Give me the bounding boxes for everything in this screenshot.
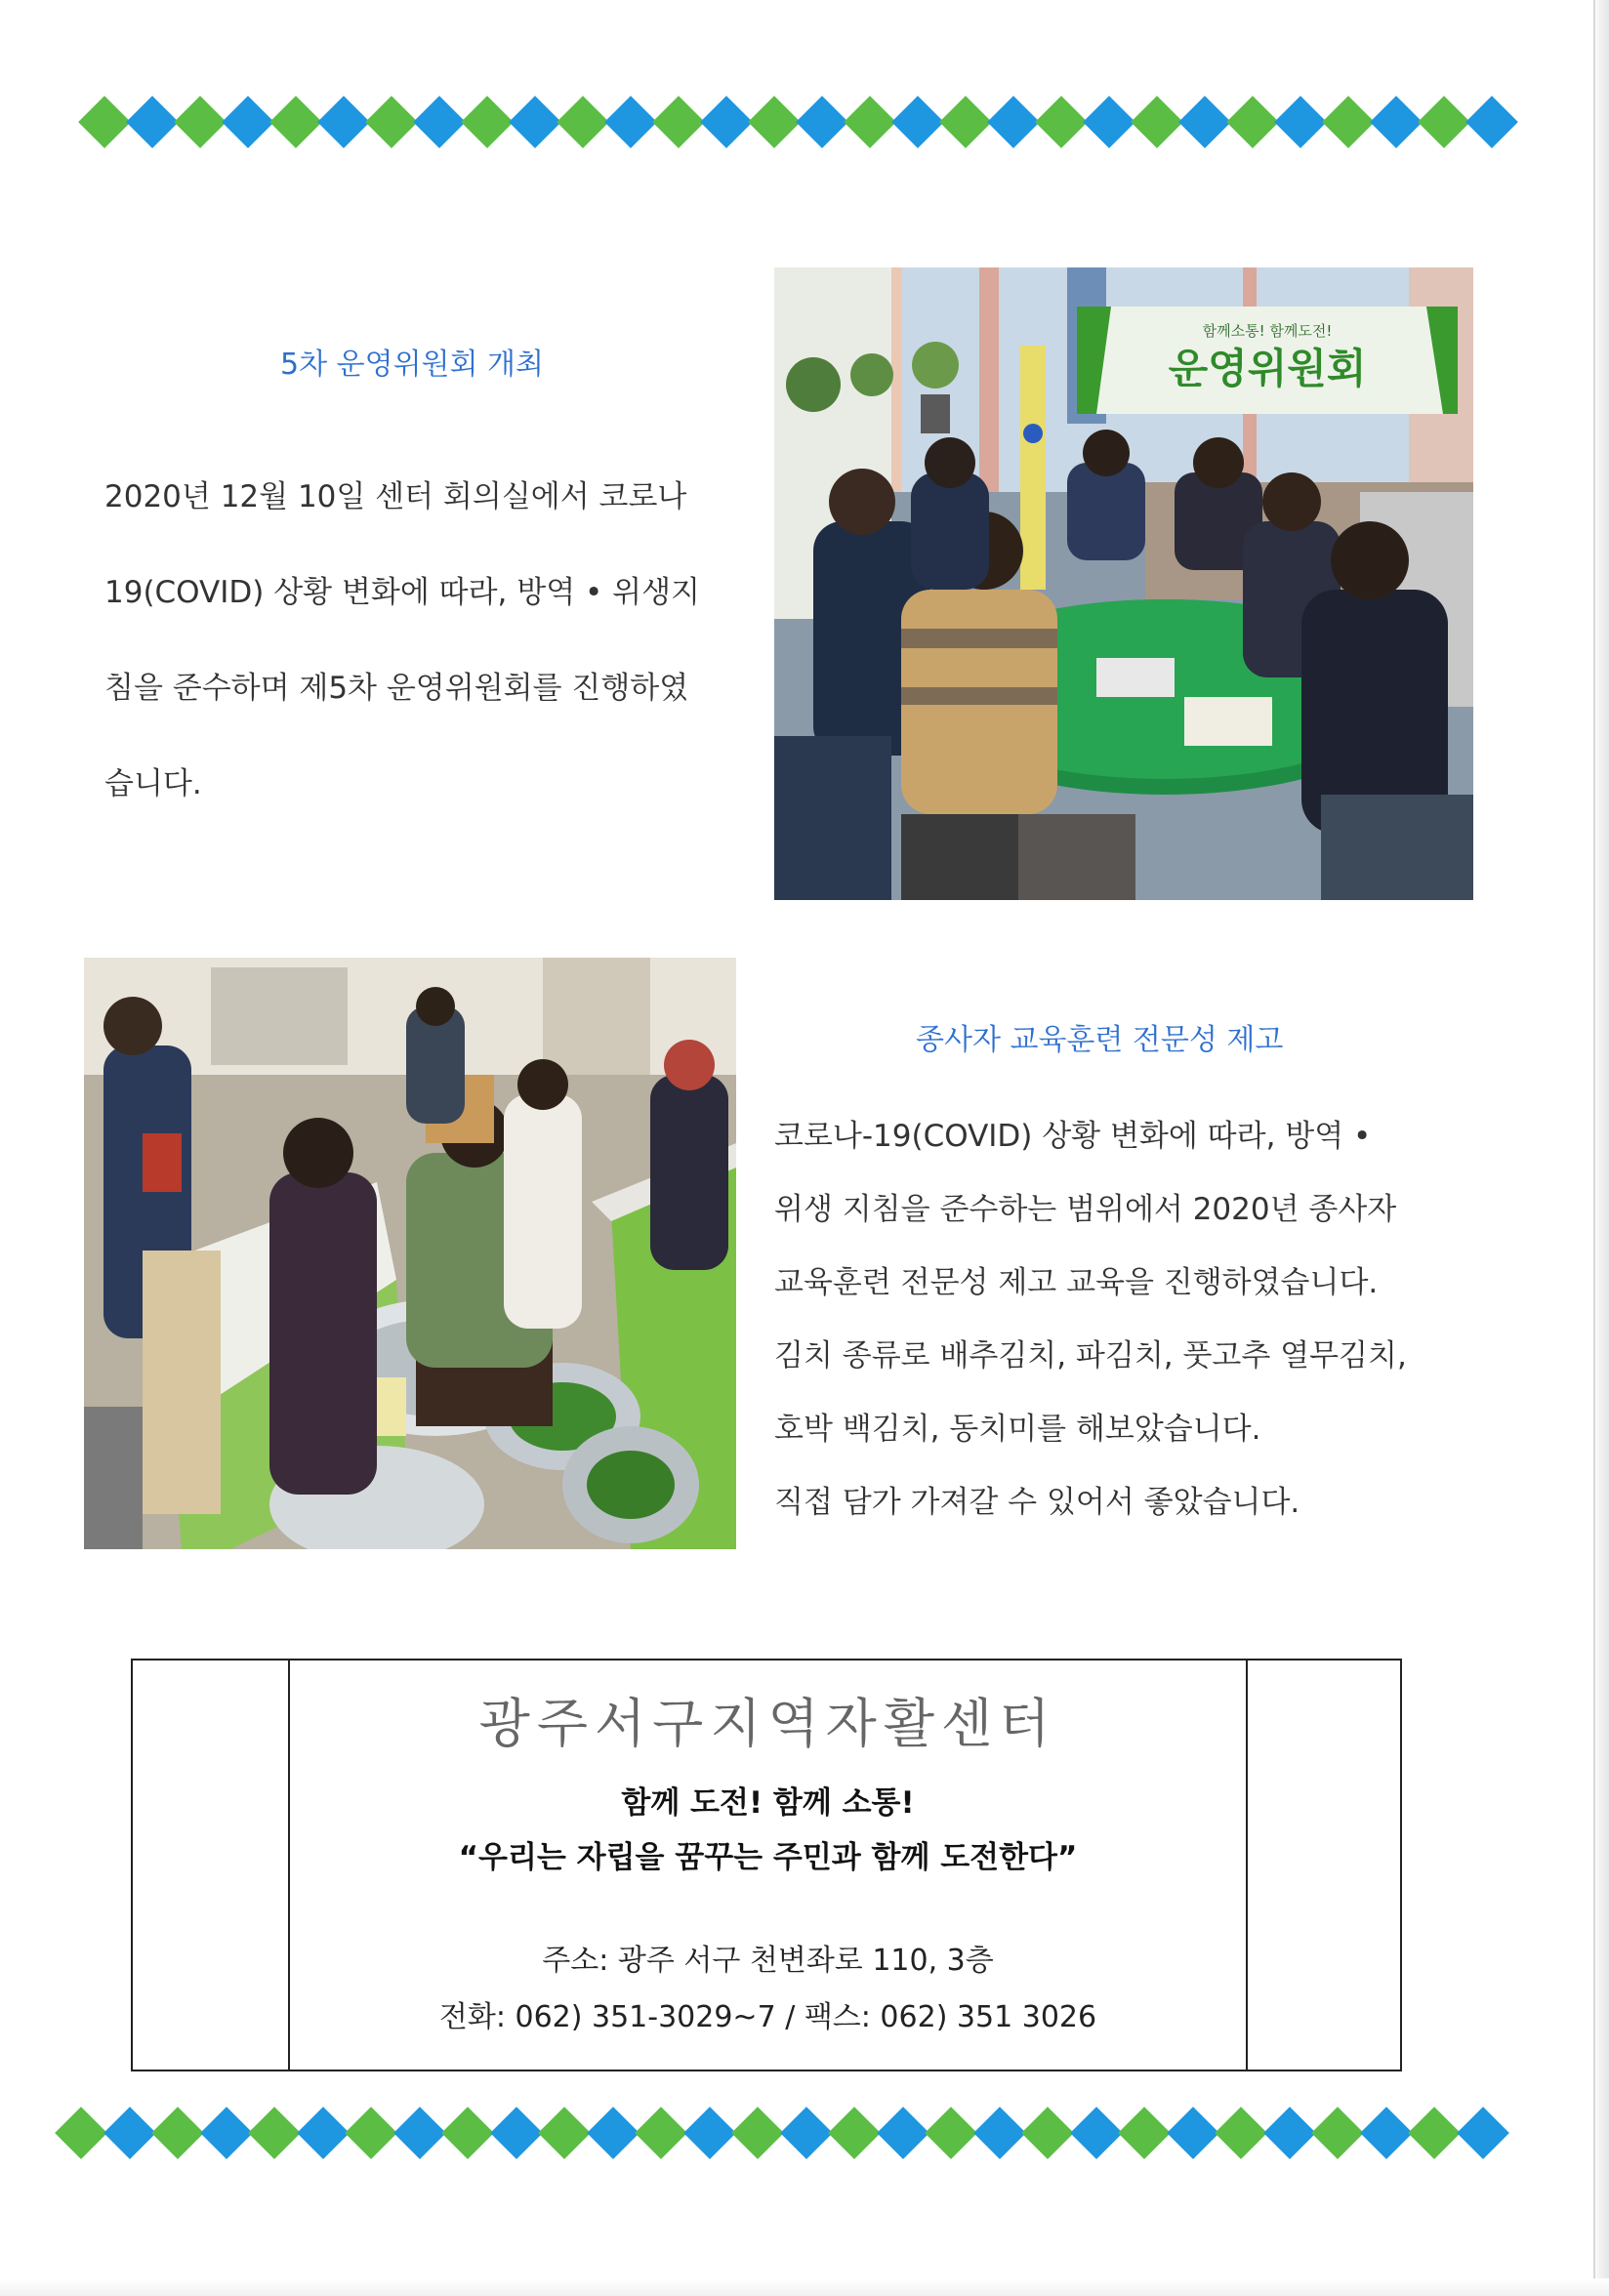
diamond-ornament (345, 2107, 397, 2159)
diamond-ornament (1274, 96, 1327, 148)
training-text-line: 김치 종류로 배추김치, 파김치, 풋고추 열무김치, (774, 1338, 1407, 1374)
diamond-ornament (796, 96, 848, 148)
footer-box (131, 1659, 1402, 2071)
diamond-ornament (780, 2107, 833, 2159)
diamond-ornament (1408, 2107, 1461, 2159)
meeting-paragraph (104, 449, 700, 832)
diamond-ornament (1322, 96, 1375, 148)
diamond-ornament (126, 96, 179, 148)
diamond-ornament (748, 96, 801, 148)
diamond-ornament (604, 96, 657, 148)
diamond-ornament (538, 2107, 591, 2159)
diamond-ornament (987, 96, 1040, 148)
diamond-ornament (490, 2107, 543, 2159)
meeting-text-line: 2020년 12월 10일 센터 회의실에서 코로나 (104, 479, 687, 514)
diamond-ornament (1035, 96, 1088, 148)
diamond-ornament (1178, 96, 1231, 148)
diamond-ornament (844, 96, 896, 148)
diamond-ornament (1370, 96, 1423, 148)
training-text-line: 코로나-19(COVID) 상황 변화에 따라, 방역 • (774, 1119, 1372, 1154)
diamond-ornament (1360, 2107, 1413, 2159)
diamond-ornament (731, 2107, 784, 2159)
diamond-ornament (557, 96, 609, 148)
training-text-line: 직접 담가 가져갈 수 있어서 좋았습니다. (774, 1485, 1300, 1520)
diamond-ornament (1226, 96, 1279, 148)
diamond-ornament (1215, 2107, 1267, 2159)
diamond-ornament (269, 96, 322, 148)
diamond-ornament (200, 2107, 253, 2159)
diamond-ornament (441, 2107, 494, 2159)
diamond-ornament (78, 96, 131, 148)
diamond-ornament (1070, 2107, 1123, 2159)
diamond-ornament (1457, 2107, 1509, 2159)
diamond-ornament (174, 96, 227, 148)
diamond-ornament (1465, 96, 1518, 148)
diamond-ornament (297, 2107, 350, 2159)
diamond-ornament (828, 2107, 881, 2159)
diamond-ornament (151, 2107, 204, 2159)
diamond-ornament (635, 2107, 687, 2159)
banner-small-text: 함께소통! 함께도전! (1202, 322, 1333, 340)
slogan-line-2: “우리는 자립을 꿈꾸는 주민과 함께 도전한다” (458, 1840, 1078, 1875)
diamond-ornament (973, 2107, 1026, 2159)
banner-main-text: 운영위원회 (1168, 345, 1367, 392)
training-paragraph (774, 1100, 1407, 1539)
diamond-ornament (365, 96, 418, 148)
diamond-ornament (939, 96, 992, 148)
top-diamond-border (0, 93, 1609, 151)
diamond-ornament (1418, 96, 1470, 148)
training-heading: 종사자 교육훈련 전문성 제고 (916, 1023, 1284, 1057)
diamond-ornament (461, 96, 514, 148)
slogan-line-1: 함께 도전! 함께 소통! (621, 1785, 915, 1821)
diamond-ornament (1118, 2107, 1171, 2159)
diamond-ornament (317, 96, 370, 148)
page-edge (1593, 0, 1609, 2296)
page-edge-line (1593, 0, 1595, 2296)
diamond-ornament (877, 2107, 929, 2159)
diamond-ornament (393, 2107, 446, 2159)
kimchi-training-photo (84, 958, 736, 1549)
diamond-ornament (1021, 2107, 1074, 2159)
diamond-ornament (587, 2107, 639, 2159)
diamond-ornament (683, 2107, 736, 2159)
diamond-ornament (652, 96, 705, 148)
bottom-diamond-border (0, 2104, 1609, 2162)
org-name: 광주서구지역자활센터 (478, 1693, 1057, 1754)
diamond-ornament (1167, 2107, 1219, 2159)
training-text-line: 위생 지침을 준수하는 범위에서 2020년 종사자 (774, 1192, 1397, 1227)
diamond-ornament (55, 2107, 107, 2159)
diamond-ornament (413, 96, 466, 148)
diamond-ornament (509, 96, 561, 148)
phone-fax-text: 전화: 062) 351-3029~7 / 팩스: 062) 351 3026 (438, 2000, 1097, 2034)
meeting-text-line: 습니다. (104, 766, 202, 801)
diamond-ornament (700, 96, 753, 148)
meeting-heading: 5차 운영위원회 개최 (280, 348, 544, 382)
diamond-ornament (1131, 96, 1183, 148)
diamond-ornament (1263, 2107, 1316, 2159)
training-text-line: 교육훈련 전문성 제고 교육을 진행하였습니다. (774, 1265, 1379, 1300)
diamond-ornament (925, 2107, 977, 2159)
diamond-ornament (248, 2107, 301, 2159)
training-text-line: 호박 백김치, 동치미를 해보았습니다. (774, 1412, 1261, 1447)
diamond-ornament (1083, 96, 1135, 148)
footer-inner-panel (288, 1660, 1248, 2070)
diamond-ornament (222, 96, 274, 148)
meeting-text-line: 침을 준수하며 제5차 운영위원회를 진행하였 (104, 671, 689, 706)
address-text: 주소: 광주 서구 천변좌로 110, 3층 (542, 1944, 994, 1978)
diamond-ornament (103, 2107, 156, 2159)
meeting-photo (774, 267, 1473, 900)
diamond-ornament (1311, 2107, 1364, 2159)
meeting-text-line: 19(COVID) 상황 변화에 따라, 방역 • 위생지 (104, 575, 700, 610)
page-bottom-edge (0, 2278, 1609, 2296)
diamond-ornament (891, 96, 944, 148)
